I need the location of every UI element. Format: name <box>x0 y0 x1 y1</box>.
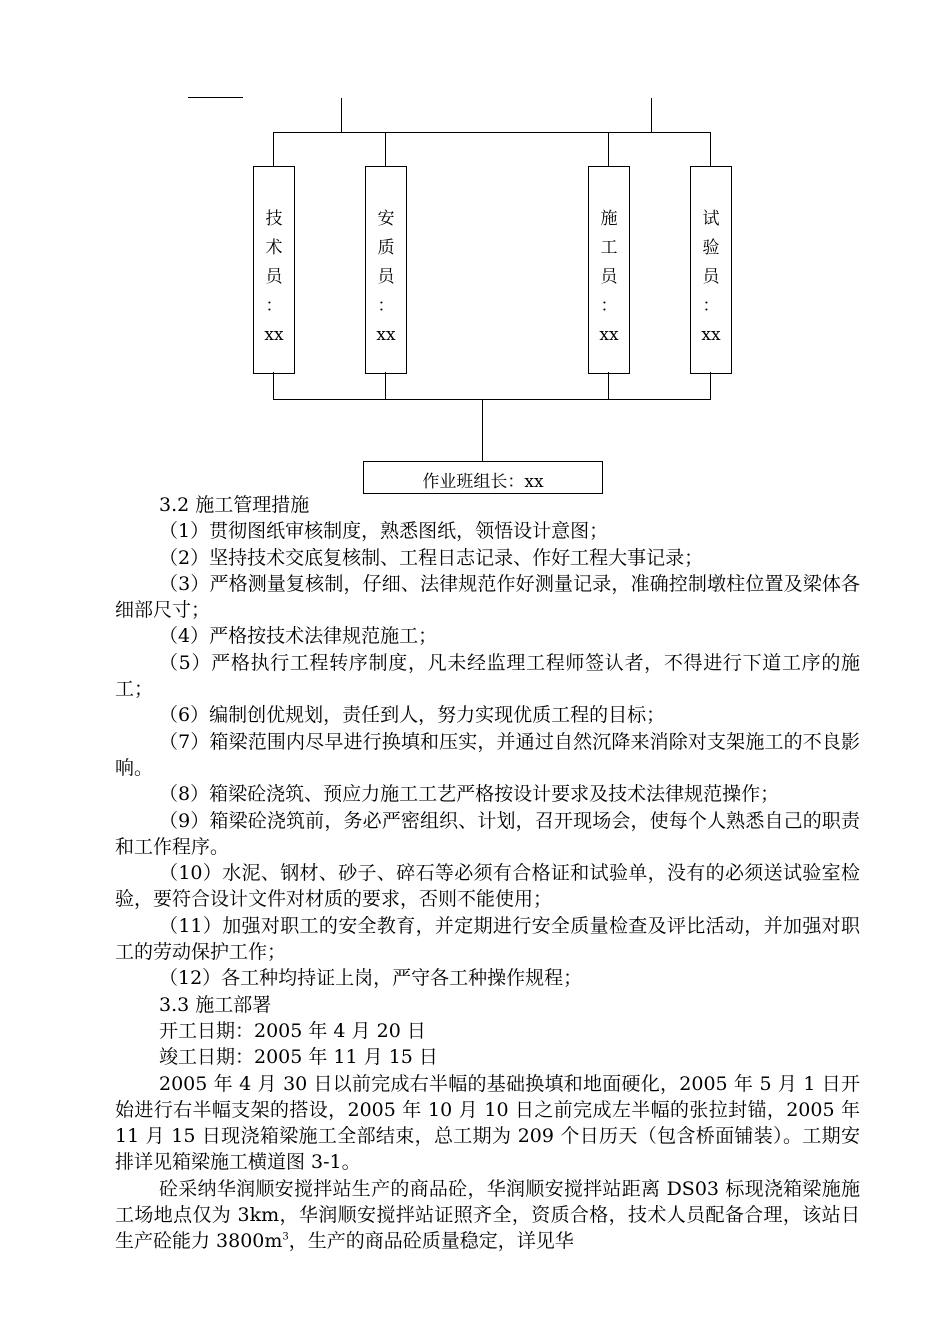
measure-item-7: （7）箱梁范围内尽早进行换填和压实，并通过自然沉降来消除对支架施工的不良影响。 <box>115 730 860 779</box>
concrete-paragraph <box>115 1176 860 1255</box>
chart-rise-2 <box>385 372 386 400</box>
section-3-3-heading: 3.3 施工部署 <box>159 993 272 1016</box>
end-date: 竣工日期：2005 年 11 月 15 日 <box>159 1046 438 1069</box>
technician-char-2: 术 <box>265 238 283 258</box>
chart-top-right-vertical <box>651 98 652 132</box>
safety-char-2: 质 <box>377 238 395 258</box>
chart-rise-4 <box>710 372 711 400</box>
cubic-superscript: 3 <box>282 1231 289 1243</box>
measure-item-12: （12）各工种均持证上岗，严守各工种操作规程； <box>159 967 583 990</box>
technician-char-1: 技 <box>265 209 283 229</box>
chart-drop-1 <box>273 132 274 166</box>
chart-leader-connector <box>482 400 483 461</box>
chart-drop-2 <box>385 132 386 166</box>
construction-box <box>588 166 630 374</box>
technician-char-4: ： <box>265 296 283 316</box>
measure-item-2: （2）坚持技术交底复核制、工程日志记录、作好工程大事记录； <box>159 546 704 569</box>
chart-rise-1 <box>273 372 274 400</box>
test-char-4: ： <box>702 296 720 316</box>
construction-char-2: 工 <box>600 238 618 258</box>
safety-char-5: xx <box>376 325 396 345</box>
measure-item-9: （9）箱梁砼浇筑前，务必严密组织、计划，召开现场会，使每个人熟悉自己的职责和工作程序。 <box>115 809 860 858</box>
chart-rise-3 <box>608 372 609 400</box>
safety-char-4: ： <box>377 296 395 316</box>
measure-item-6: （6）编制创优规划，责任到人，努力实现优质工程的目标； <box>159 704 666 727</box>
document-body <box>115 492 860 1255</box>
measure-item-5: （5）严格执行工程转序制度，凡未经监理工程师签认者，不得进行下道工序的施工； <box>115 651 860 701</box>
chart-top-left-vertical <box>341 98 342 132</box>
measure-item-3: （3）严格测量复核制，仔细、法律规范作好测量记录，准确控制墩柱位置及梁体各细部尺寸； <box>115 572 860 622</box>
start-date: 开工日期：2005 年 4 月 20 日 <box>159 1019 426 1042</box>
section-3-2-heading: 3.2 施工管理措施 <box>159 494 310 516</box>
technician-char-3: 员 <box>265 267 283 287</box>
chart-drop-4 <box>710 132 711 166</box>
construction-char-4: ： <box>600 296 618 316</box>
safety-char-1: 安 <box>377 209 395 229</box>
chart-top-horizontal <box>273 132 711 133</box>
chart-bottom-horizontal <box>273 399 711 400</box>
measure-item-1: （1）贯彻图纸审核制度，熟悉图纸，领悟设计意图； <box>159 520 609 543</box>
concrete-text-a: 砼采纳华润顺安搅拌站生产的商品砼，华润顺安搅拌站距离 DS03 标现浇箱梁施施工场地点仅为 3km，华润顺安搅拌站证照齐全，资质合格，技术人员配备合理，该站日生产砼能力 3800m <box>115 1177 860 1253</box>
schedule-paragraph: 2005 年 4 月 30 日以前完成右半幅的基础换填和地面硬化，2005 年 5 月 1 日开始进行右半幅支架的搭设，2005 年 10 月 10 日之前完成左半幅的张拉封锚，2005 年 11 月 15 日现浇箱梁施工全部结束，总工期为 209 个日历天（包含桥面铺装）。工期安排详见箱梁施工横道图 3-1。 <box>115 1072 860 1174</box>
test-box <box>690 166 732 374</box>
test-char-5: xx <box>701 325 721 345</box>
team-leader-box <box>363 461 603 494</box>
test-char-3: 员 <box>702 267 720 287</box>
concrete-text-b: ，生产的商品砼质量稳定，详见华 <box>288 1230 574 1253</box>
measure-item-4: （4）严格按技术法律规范施工； <box>159 625 438 648</box>
test-char-1: 试 <box>702 209 720 229</box>
test-char-2: 验 <box>702 238 720 258</box>
construction-char-5: xx <box>599 325 619 345</box>
measure-item-10: （10）水泥、钢材、砂子、碎石等必须有合格证和试验单，没有的必须送试验室检验，要符合设计文件对材质的要求，否则不能使用； <box>115 862 860 911</box>
technician-char-5: xx <box>264 325 284 345</box>
safety-char-3: 员 <box>377 267 395 287</box>
technician-box <box>253 166 295 374</box>
measure-item-11: （11）加强对职工的安全教育，并定期进行安全质量检查及评比活动，并加强对职工的劳动保护工作； <box>115 914 860 964</box>
chart-drop-3 <box>608 132 609 166</box>
construction-char-3: 员 <box>600 267 618 287</box>
chart-stub-line <box>188 97 243 98</box>
construction-char-1: 施 <box>600 209 618 229</box>
team-leader-label: 作业班组长：xx <box>422 472 544 492</box>
safety-quality-box <box>365 166 407 374</box>
measure-item-8: （8）箱梁砼浇筑、预应力施工工艺严格按设计要求及技术法律规范操作； <box>159 783 780 806</box>
